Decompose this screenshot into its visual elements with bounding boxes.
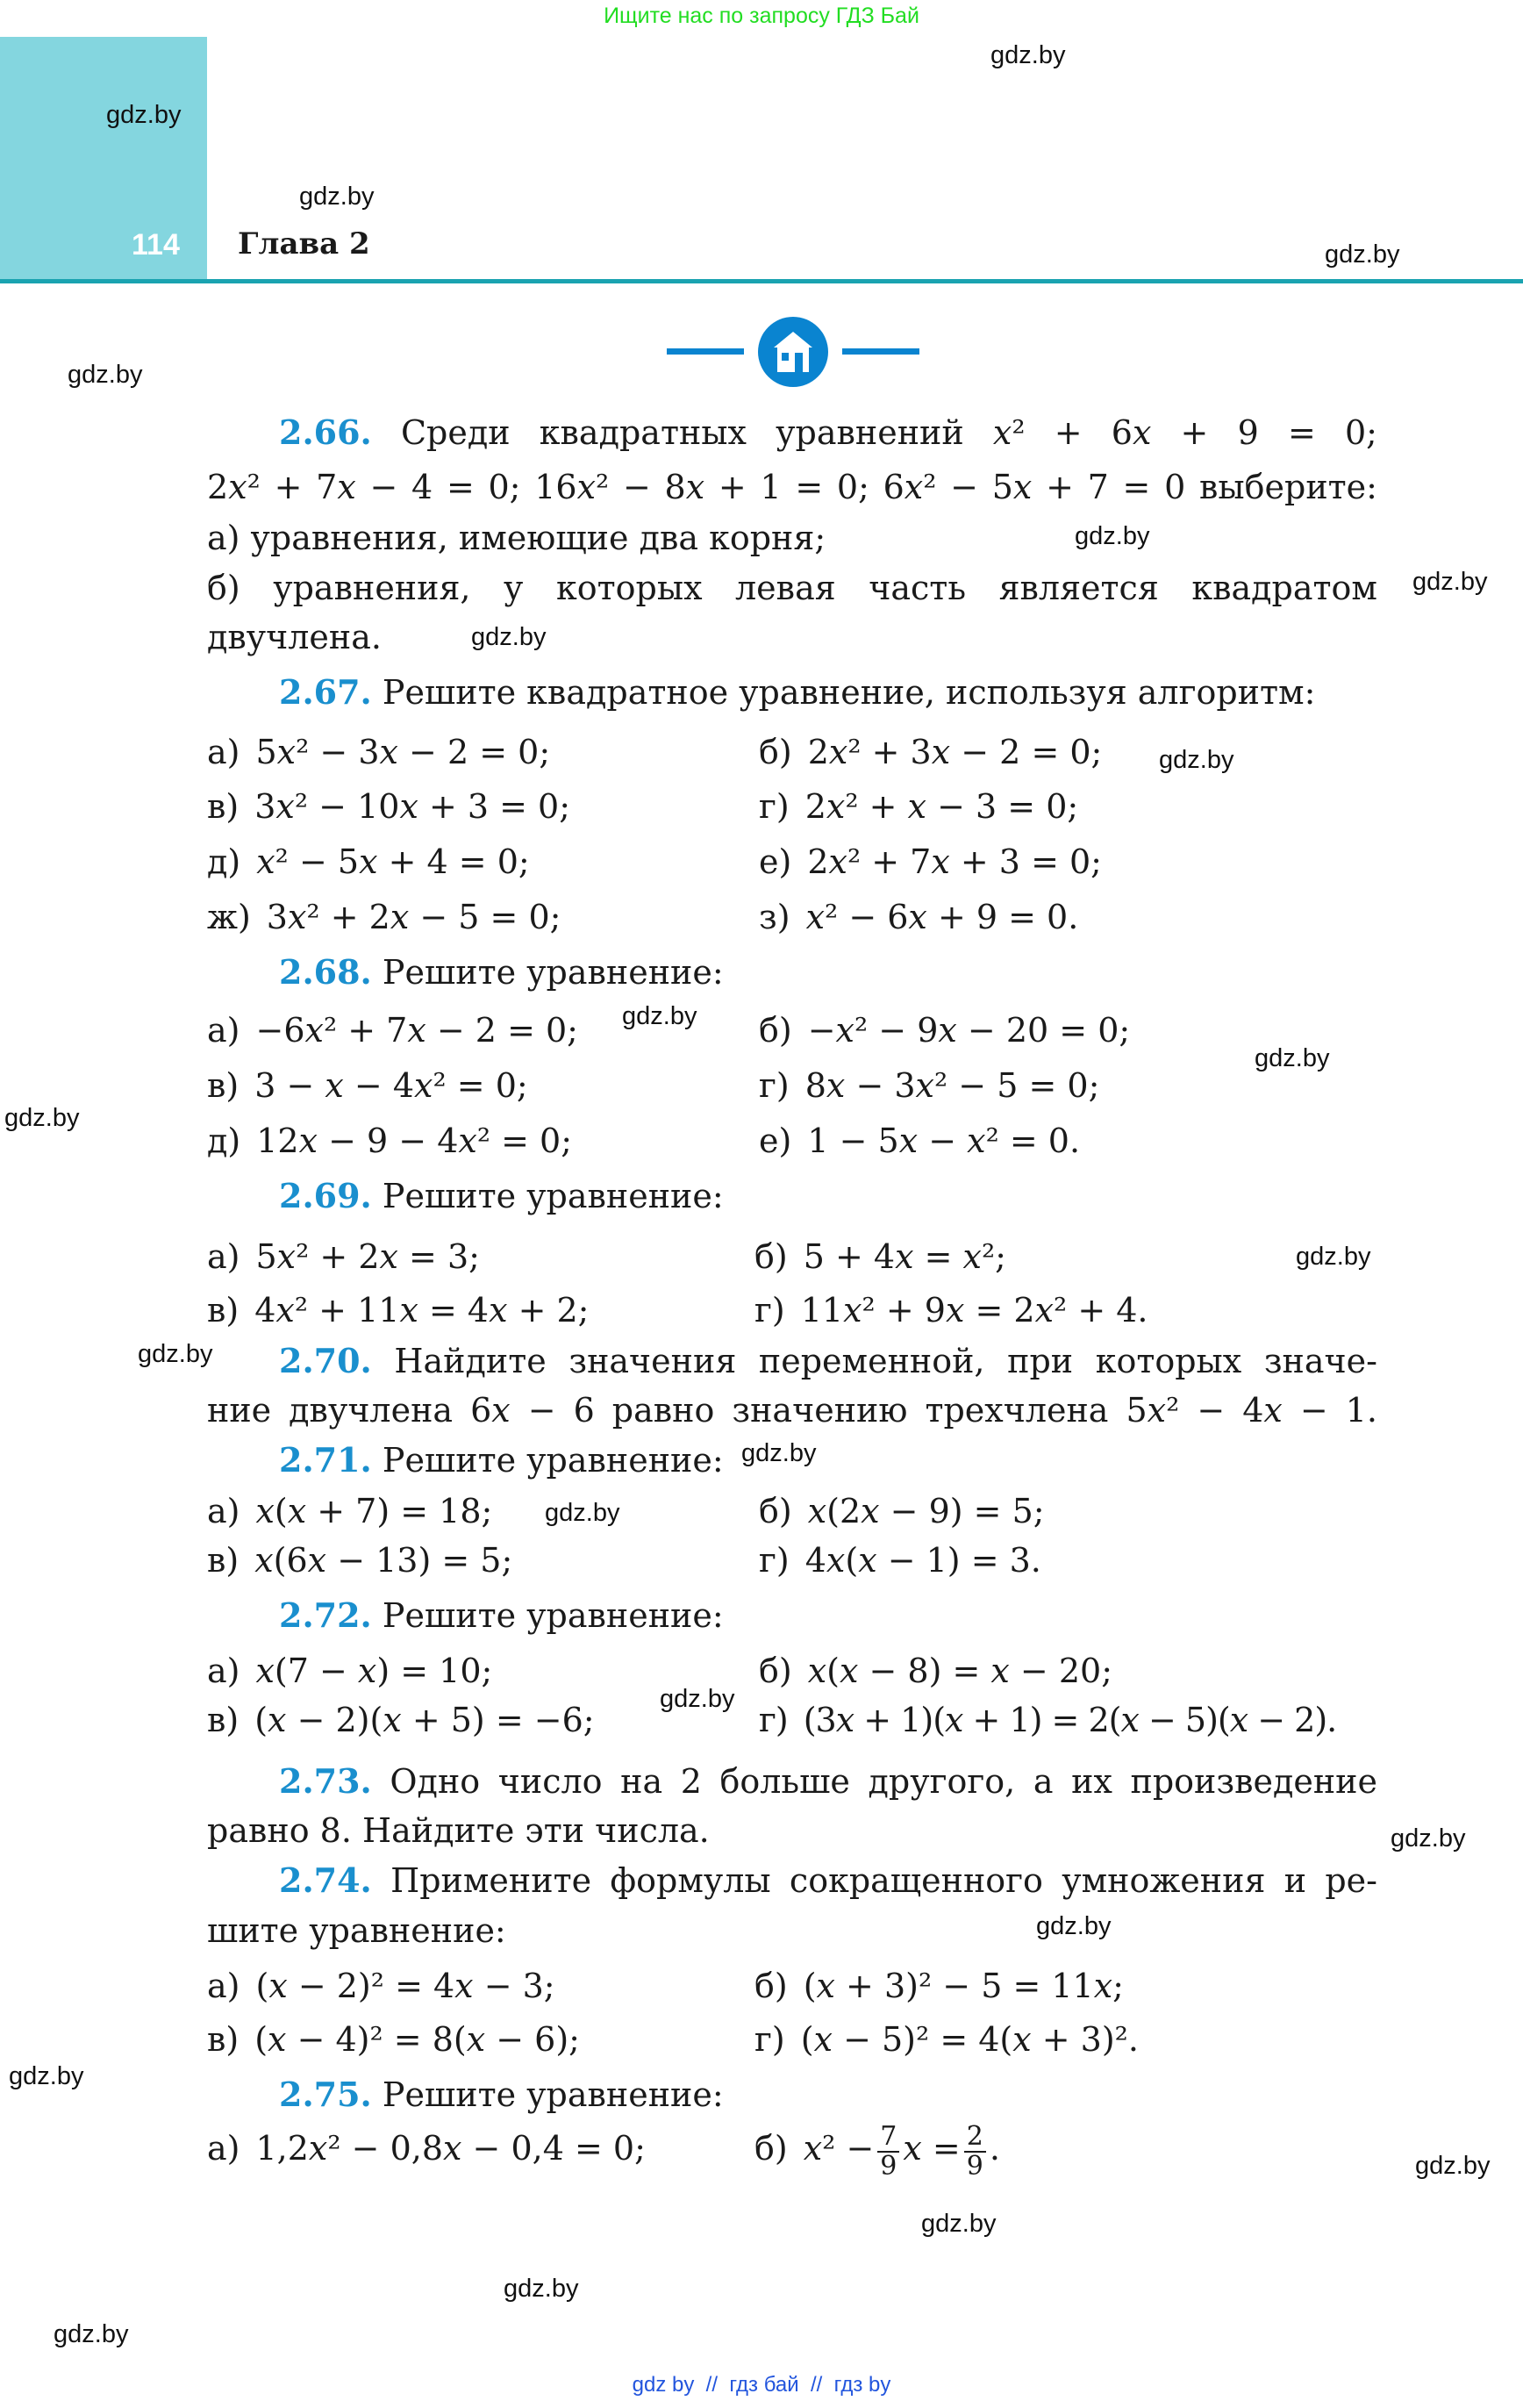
item [207, 2017, 580, 2062]
numerator: 7 [877, 2123, 899, 2153]
equation-part: . [989, 2129, 1000, 2168]
equation: 3x² − 10x + 3 = 0; [254, 787, 571, 826]
item-label: а) [207, 1011, 240, 1050]
equation: (x − 5)² = 4(x + 3)². [800, 2020, 1139, 2059]
problem-2-71-title [279, 1437, 1377, 1483]
equation: 2x² + 3x − 2 = 0; [807, 733, 1103, 771]
equation: −x² − 9x − 20 = 0; [807, 1011, 1131, 1050]
watermark: gdz.by [545, 1499, 620, 1527]
problem-2-72-title [279, 1593, 1377, 1638]
item-label: з) [759, 898, 790, 936]
equation: x(2x − 9) = 5; [807, 1492, 1045, 1530]
item-label: д) [207, 842, 241, 881]
problem-2-74-line1 [279, 1858, 1377, 1903]
equation: −6x² + 7x − 2 = 0; [255, 1011, 578, 1050]
item-label: а) [207, 1492, 240, 1530]
item-label: б) [759, 1652, 792, 1690]
watermark: gdz.by [990, 41, 1066, 69]
watermark: gdz.by [9, 2062, 84, 2090]
watermark: gdz.by [1325, 240, 1400, 269]
equation: 2x² + 7x + 3 = 0; [807, 842, 1102, 881]
equation: 3x² + 2x − 5 = 0; [266, 898, 561, 936]
problem-text: Решите уравнение: [382, 1441, 724, 1480]
problem-text: Решите уравнение: [382, 2075, 724, 2114]
item-label: г) [759, 1701, 788, 1739]
problem-number: 2.67. [279, 672, 372, 712]
item-label: г) [759, 787, 790, 826]
problem-2-66-line2: 2x² + 7x − 4 = 0; 16x² − 8x + 1 = 0; 6x² − 5x + 7 = 0 выберите: [207, 468, 1377, 506]
item-label: в) [207, 1291, 240, 1329]
problem-number: 2.70. [279, 1341, 372, 1380]
item-label: а) [207, 1652, 240, 1690]
watermark: gdz.by [1412, 568, 1488, 596]
item-label: е) [759, 842, 792, 881]
denominator: 9 [880, 2150, 897, 2182]
item [759, 1488, 1045, 1534]
watermark: gdz.by [1415, 2152, 1491, 2180]
problem-text: Одно число на 2 больше другого, а их произведение [390, 1762, 1377, 1801]
problem-2-70-line2: ние двучлена 6x − 6 равно значению трехчлена 5x² − 4x − 1. [207, 1391, 1377, 1430]
watermark: gdz.by [106, 101, 182, 129]
home-icon [667, 316, 919, 388]
problem-number: 2.73. [279, 1761, 372, 1801]
item [207, 1007, 578, 1053]
item [759, 1118, 1080, 1164]
item-label: в) [207, 1541, 240, 1580]
watermark: gdz.by [622, 1002, 697, 1030]
problem-2-68-title [279, 950, 1377, 995]
watermark: gdz.by [299, 183, 375, 211]
item [759, 894, 1078, 940]
item-label: а) [207, 733, 240, 771]
item [207, 1697, 595, 1743]
equation-part: x = [903, 2129, 961, 2168]
problem-2-69-title [279, 1173, 1377, 1219]
equation: 11x² + 9x = 2x² + 4. [800, 1291, 1148, 1329]
item [759, 1697, 1336, 1743]
watermark: gdz.by [741, 1439, 817, 1467]
item [207, 1963, 555, 2009]
item-label: в) [207, 2020, 240, 2059]
watermark: gdz.by [1036, 1912, 1112, 1940]
item-label: б) [759, 733, 792, 771]
problem-text: Примените формулы сокращенного умножения и ре- [390, 1861, 1377, 1900]
equation: (x − 4)² = 8(x − 6); [254, 2020, 580, 2059]
problem-2-66-line1 [279, 410, 1377, 455]
item [759, 1063, 1099, 1108]
watermark: gdz.by [4, 1104, 80, 1132]
item [754, 2115, 1000, 2182]
problem-text: Решите уравнение: [382, 1596, 724, 1635]
item [759, 1537, 1041, 1583]
problem-2-66-line4: б) уравнения, у которых левая часть является квадратом [207, 569, 1377, 607]
item-label: а) [207, 1967, 240, 2005]
item-label: б) [754, 1967, 788, 2005]
item [207, 784, 570, 829]
equation: (3x + 1)(x + 1) = 2(x − 5)(x − 2). [803, 1701, 1337, 1739]
equation: 4x(x − 1) = 3. [804, 1541, 1041, 1580]
numerator: 2 [964, 2123, 986, 2153]
problem-text: Среди квадратных уравнений x² + 6x + 9 = 0; [400, 413, 1377, 452]
item-label: в) [207, 1701, 240, 1739]
problem-number: 2.74. [279, 1860, 372, 1900]
equation: x(6x − 13) = 5; [254, 1541, 513, 1580]
watermark: gdz.by [471, 623, 547, 651]
watermark: gdz.by [54, 2320, 129, 2348]
item [207, 839, 530, 885]
equation: 12x − 9 − 4x² = 0; [256, 1122, 573, 1160]
item [754, 1234, 1006, 1279]
item-label: б) [759, 1492, 792, 1530]
problem-number: 2.75. [279, 2075, 372, 2114]
problem-text: Решите уравнение: [382, 953, 724, 992]
item [754, 1963, 1124, 2009]
item [754, 2017, 1139, 2062]
equation: 5 + 4x = x²; [803, 1237, 1006, 1276]
problem-text: Решите квадратное уравнение, используя алгоритм: [382, 673, 1316, 712]
item [207, 2125, 646, 2171]
denominator: 9 [966, 2150, 983, 2182]
fraction [964, 2120, 986, 2182]
equation-part: x² − [803, 2129, 875, 2168]
equation: 3 − x − 4x² = 0; [254, 1066, 528, 1105]
equation: x(x − 8) = x − 20; [807, 1652, 1112, 1690]
equation: x(x + 7) = 18; [255, 1492, 493, 1530]
equation: x(7 − x) = 10; [255, 1652, 493, 1690]
problem-2-73-line1 [279, 1759, 1377, 1804]
item [759, 1648, 1112, 1694]
item-label: г) [759, 1541, 790, 1580]
problem-2-73-line2: равно 8. Найдите эти числа. [207, 1811, 710, 1850]
problem-2-67-title [279, 670, 1377, 715]
item-label: г) [754, 1291, 785, 1329]
item [207, 1287, 589, 1333]
watermark: gdz.by [1391, 1824, 1466, 1853]
item-label: а) [207, 2129, 240, 2168]
problem-number: 2.66. [279, 412, 372, 452]
watermark: gdz.by [1159, 746, 1234, 774]
item-label: е) [759, 1122, 792, 1160]
item-label: г) [759, 1066, 790, 1105]
item-label: б) [759, 1011, 792, 1050]
equation: 1 − 5x − x² = 0. [807, 1122, 1081, 1160]
watermark: gdz.by [138, 1340, 213, 1368]
item [207, 1488, 492, 1534]
problem-number: 2.68. [279, 952, 372, 992]
item [754, 1287, 1148, 1333]
problem-2-74-line2: шите уравнение: [207, 1911, 506, 1950]
item [207, 729, 550, 775]
equation: (x + 3)² − 5 = 11x; [803, 1967, 1124, 2005]
search-banner[interactable]: Ищите нас по запросу ГДЗ Бай [604, 4, 919, 28]
watermark: gdz.by [68, 361, 143, 389]
equation: x² − 6x + 9 = 0. [805, 898, 1079, 936]
equation: (x − 2)² = 4x − 3; [255, 1967, 555, 2005]
equation: 2x² + x − 3 = 0; [804, 787, 1079, 826]
watermark: gdz.by [504, 2275, 579, 2303]
fraction [877, 2120, 899, 2182]
equation: (x − 2)(x + 5) = −6; [254, 1701, 595, 1739]
equation: 4x² + 11x = 4x + 2; [254, 1291, 590, 1329]
item [207, 1648, 492, 1694]
item-label: д) [207, 1122, 241, 1160]
item [207, 1063, 528, 1108]
watermark: gdz.by [1255, 1044, 1330, 1072]
equation: 5x² − 3x − 2 = 0; [255, 733, 551, 771]
equation: 5x² + 2x = 3; [255, 1237, 480, 1276]
problem-text: Найдите значения переменной, при которых значе- [394, 1342, 1377, 1380]
equation: 8x − 3x² − 5 = 0; [804, 1066, 1100, 1105]
problem-2-66-line5: двучлена. [207, 618, 382, 656]
item [207, 894, 561, 940]
item [759, 729, 1102, 775]
item [759, 839, 1102, 885]
problem-2-66-line3: а) уравнения, имеющие два корня; [207, 519, 826, 557]
problem-2-75-title [279, 2072, 1377, 2118]
item [207, 1118, 572, 1164]
chapter-title: Глава 2 [238, 226, 370, 262]
problem-number: 2.72. [279, 1595, 372, 1635]
problem-number: 2.69. [279, 1176, 372, 1215]
watermark: gdz.by [1296, 1243, 1371, 1271]
equation: x² − 5x + 4 = 0; [256, 842, 530, 881]
item-label: б) [754, 2129, 788, 2168]
header-rule [0, 279, 1523, 283]
item-label: в) [207, 787, 240, 826]
problem-text: Решите уравнение: [382, 1177, 724, 1215]
item-label: а) [207, 1237, 240, 1276]
item [207, 1234, 480, 1279]
item-label: б) [754, 1237, 788, 1276]
footer-links[interactable]: gdz by // гдз бай // гдз by [632, 2373, 891, 2397]
problem-2-70-line1 [279, 1338, 1377, 1384]
problem-number: 2.71. [279, 1440, 372, 1480]
item [759, 1007, 1130, 1053]
watermark: gdz.by [1075, 522, 1150, 550]
watermark: gdz.by [660, 1685, 735, 1713]
item-label: в) [207, 1066, 240, 1105]
item-label: ж) [207, 898, 251, 936]
watermark: gdz.by [921, 2210, 997, 2238]
equation: 1,2x² − 0,8x − 0,4 = 0; [255, 2129, 646, 2168]
item [207, 1537, 512, 1583]
page-number: 114 [132, 228, 180, 262]
item-label: г) [754, 2020, 785, 2059]
item [759, 784, 1078, 829]
